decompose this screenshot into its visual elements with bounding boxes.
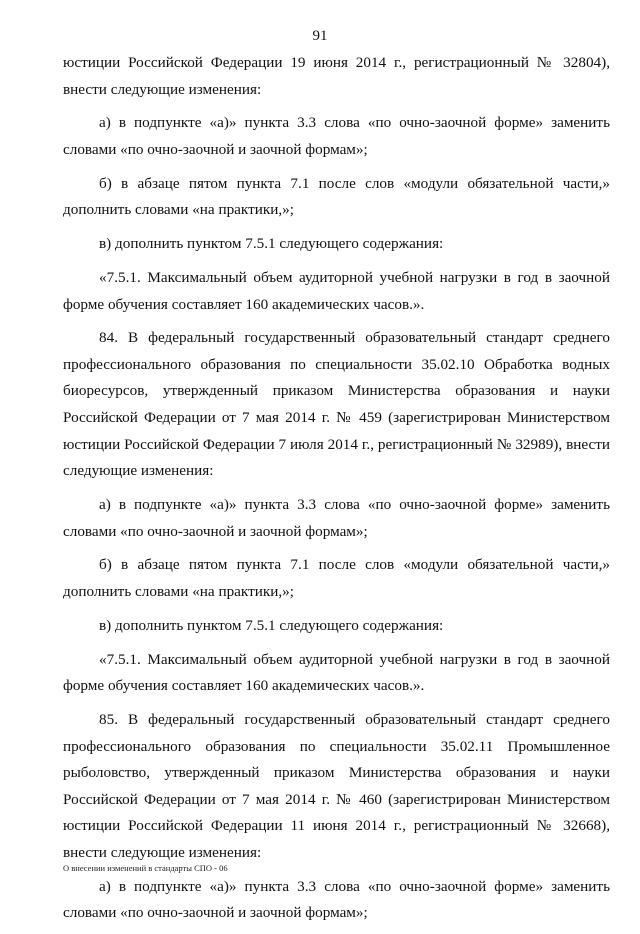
paragraph-item-v: в) дополнить пунктом 7.5.1 следующего содержания: <box>99 616 444 634</box>
paragraph-item-b: б) в абзаце пятом пункта 7.1 после слов «модули обязательной части,» дополнить словами «на практики,»; <box>63 174 610 219</box>
paragraph-quote: «7.5.1. Максимальный объем аудиторной учебной нагрузки в год в заочной форме обучения составляет 160 академических часов.». <box>63 268 610 313</box>
page-footer: О внесении изменений в стандарты СПО - 06 <box>63 863 228 873</box>
paragraph-item-a: а) в подпункте «а)» пункта 3.3 слова «по очно-заочной форме» заменить словами «по очно-заочной и заочной формам»; <box>63 114 610 158</box>
paragraph-quote: «7.5.1. Максимальный объем аудиторной учебной нагрузки в год в заочной форме обучения составляет 160 академических часов.». <box>63 650 610 695</box>
paragraph-item-a: а) в подпункте «а)» пункта 3.3 слова «по очно-заочной форме» заменить словами «по очно-заочной и заочной формам»; <box>63 877 610 922</box>
paragraph-item-v: в) дополнить пунктом 7.5.1 следующего содержания: <box>99 235 444 253</box>
paragraph-item-a: а) в подпункте «а)» пункта 3.3 слова «по очно-заочной форме» заменить словами «по очно-заочной и заочной формам»; <box>63 496 610 540</box>
document-body <box>63 50 610 934</box>
paragraph-item-b: б) в абзаце пятом пункта 7.1 после слов «модули обязательной части,» дополнить словами «на практики,»; <box>63 556 610 600</box>
paragraph-continuation: юстиции Российской Федерации 19 июня 2014 г., регистрационный № 32804), внести следующие изменения: <box>63 54 610 98</box>
paragraph-section-84: 84. В федеральный государственный образовательный стандарт среднего профессионального образования по специальности 35.02.10 Обработка водных биоресурсов, утвержденный приказом Министерства образования и науки Российской Федерации от 7 мая 2014 г. № 459 (зарегистрирован Министерством юстиции Российской Федерации 7 июля 2014 г., регистрационный № 32989), внести следующие изменения: <box>63 329 610 480</box>
paragraph-section-85: 85. В федеральный государственный образовательный стандарт среднего профессионального образования по специальности 35.02.11 Промышленное рыболовство, утвержденный приказом Министерства образования и науки Российской Федерации от 7 мая 2014 г. № 460 (зарегистрирован Министерством юстиции Российской Федерации 11 июня 2014 г., регистрационный № 32668), внести следующие изменения: <box>63 710 610 861</box>
page-number: 91 <box>312 28 328 44</box>
